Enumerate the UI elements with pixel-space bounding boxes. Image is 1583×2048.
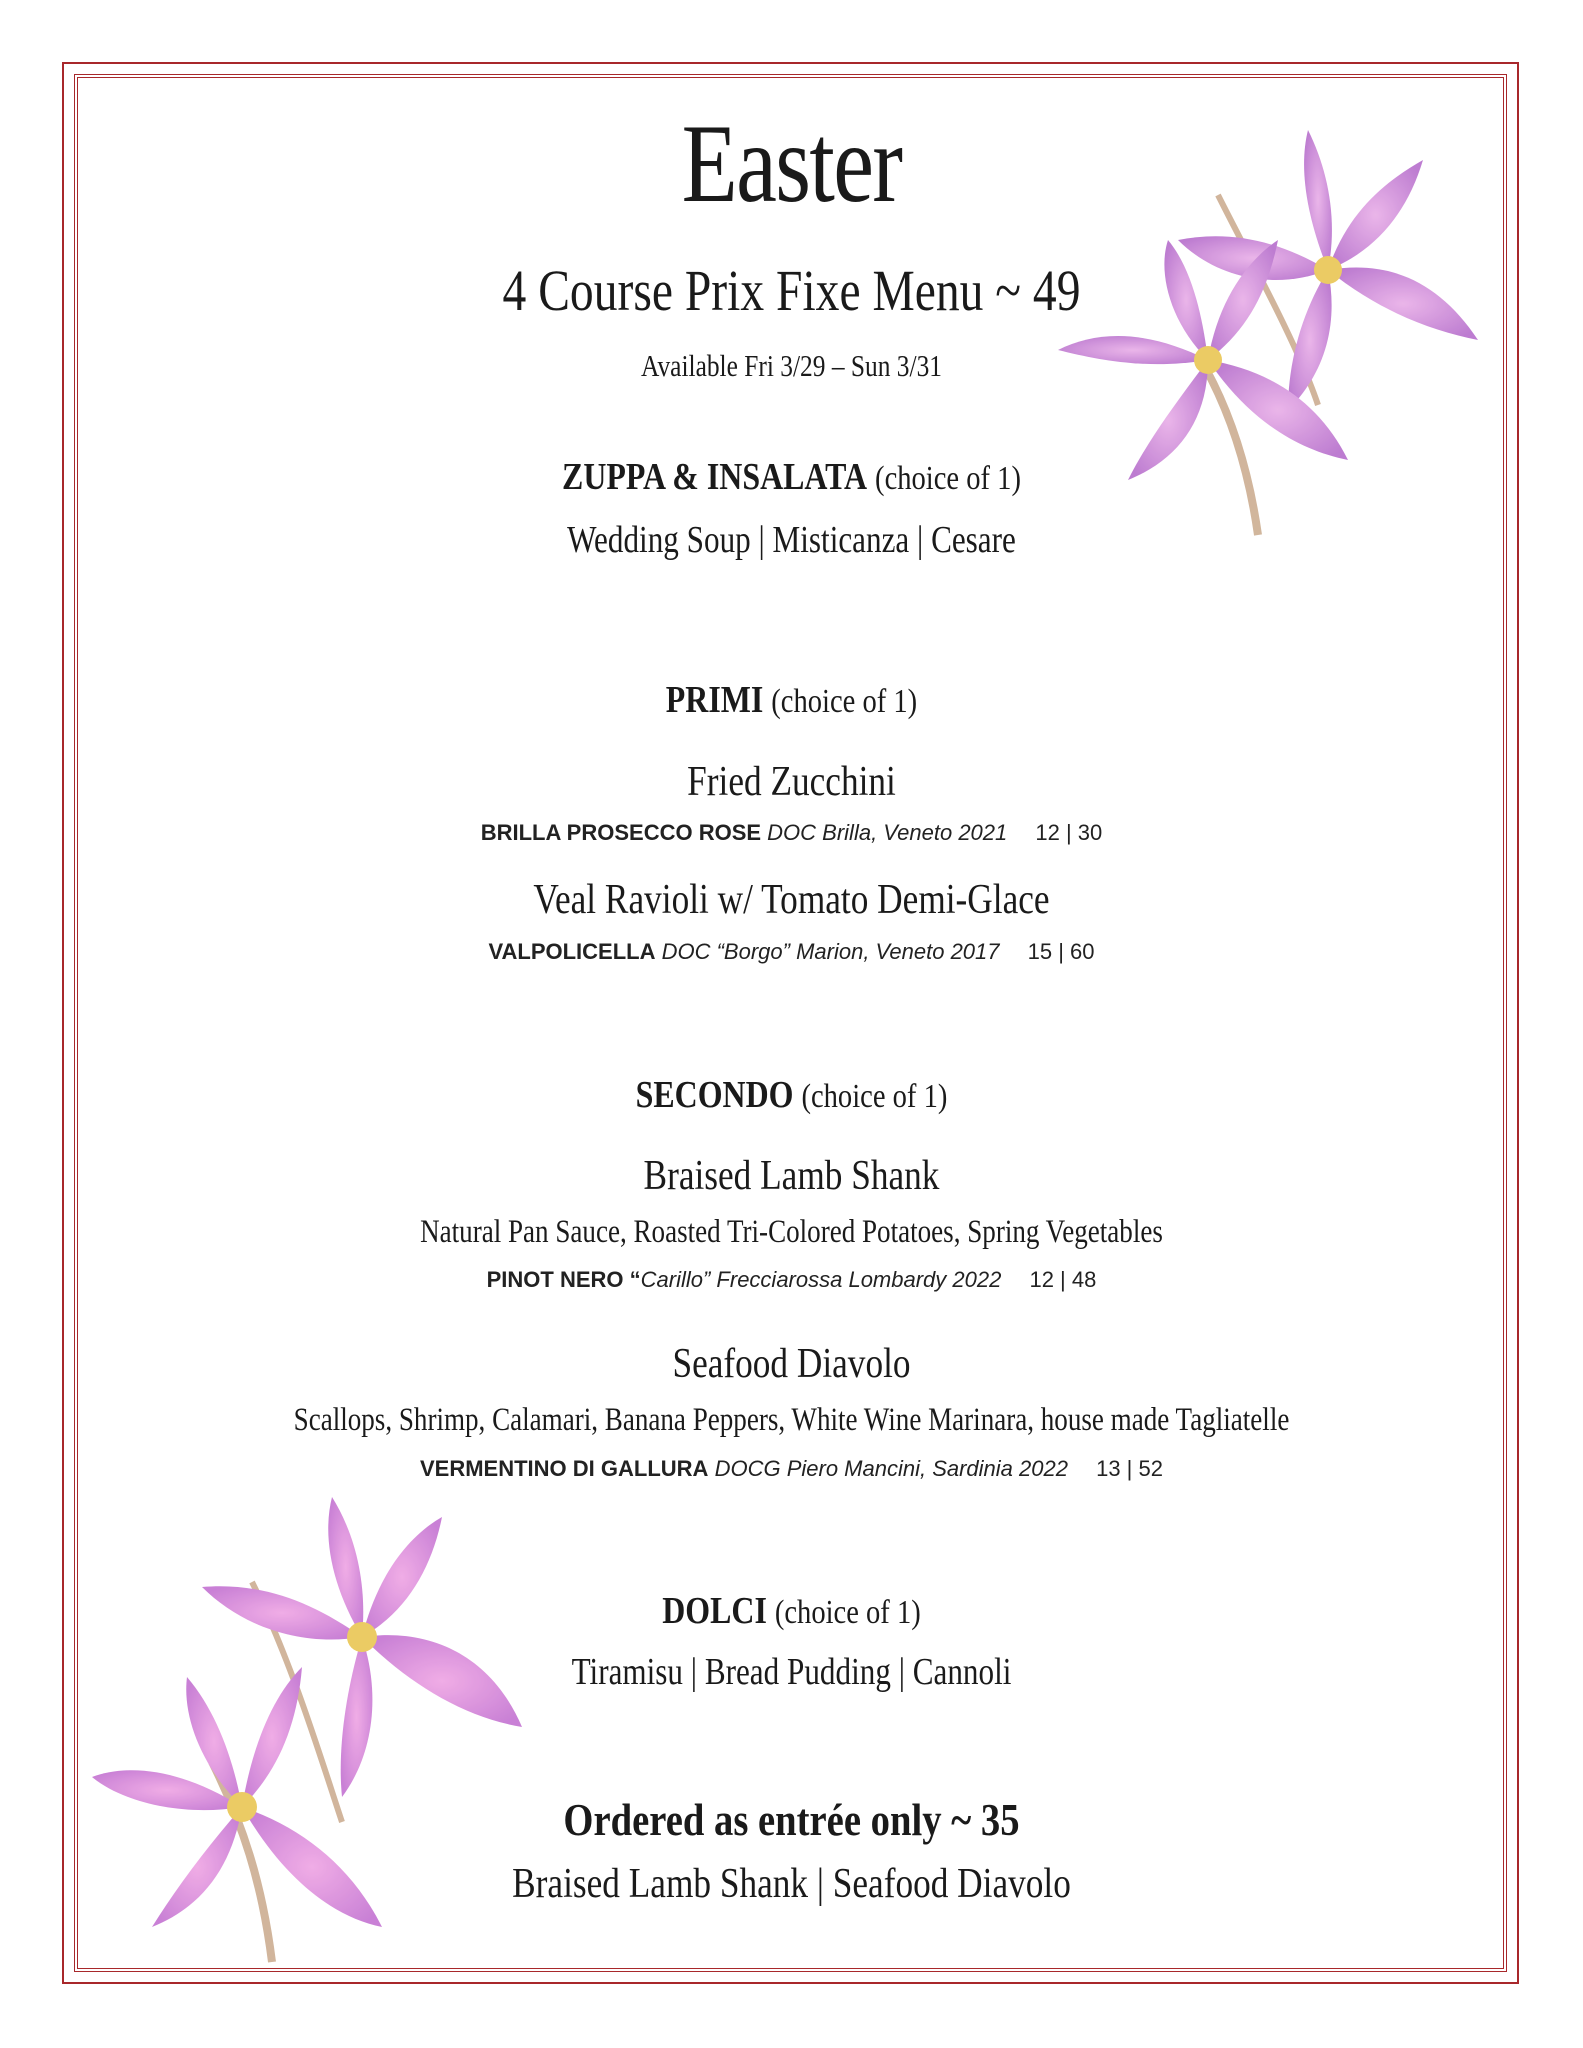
- section-title: PRIMI: [665, 679, 764, 721]
- dish-name: Veal Ravioli w/ Tomato Demi-Glace: [533, 877, 1050, 923]
- wine-name: PINOT NERO “: [486, 1267, 641, 1292]
- wine-info: Carillo” Frecciarossa Lombardy 2022: [640, 1267, 1002, 1292]
- wine-price: 13 | 52: [1096, 1456, 1163, 1481]
- menu-title: Easter: [681, 102, 902, 226]
- dish-name: Braised Lamb Shank: [643, 1153, 940, 1199]
- section-heading-primi: [127, 678, 1457, 722]
- entree-only-heading: Ordered as entrée only ~ 35: [563, 1794, 1020, 1845]
- wine-info: DOC Brilla, Veneto 2021: [767, 820, 1008, 845]
- dish-description: Scallops, Shrimp, Calamari, Banana Peppers, White Wine Marinara, house made Tagliatelle: [293, 1402, 1290, 1438]
- availability-dates: Available Fri 3/29 – Sun 3/31: [640, 348, 943, 383]
- section-title: ZUPPA & INSALATA: [562, 456, 868, 498]
- wine-pairing: [0, 1267, 1583, 1293]
- wine-info: DOC “Borgo” Marion, Veneto 2017: [661, 939, 1000, 964]
- section-heading-zuppa: [127, 455, 1457, 499]
- wine-pairing: [0, 820, 1583, 846]
- dish-name: Fried Zucchini: [687, 759, 896, 805]
- wine-name: VALPOLICELLA: [488, 939, 656, 964]
- wine-name: VERMENTINO DI GALLURA: [420, 1456, 709, 1481]
- menu-subtitle: 4 Course Prix Fixe Menu ~ 49: [502, 258, 1081, 323]
- dish-name: Seafood Diavolo: [672, 1341, 911, 1387]
- entree-only-items: Braised Lamb Shank | Seafood Diavolo: [512, 1861, 1071, 1907]
- section-choice: (choice of 1): [771, 683, 918, 720]
- wine-pairing: [0, 1456, 1583, 1482]
- section-heading-dolci: [127, 1589, 1457, 1633]
- section-choice: (choice of 1): [875, 460, 1021, 497]
- section-choice: (choice of 1): [774, 1594, 921, 1631]
- section-title: DOLCI: [662, 1590, 767, 1632]
- wine-price: 15 | 60: [1027, 939, 1095, 964]
- wine-price: 12 | 48: [1029, 1267, 1097, 1292]
- dish-description: Natural Pan Sauce, Roasted Tri-Colored Potatoes, Spring Vegetables: [420, 1214, 1163, 1250]
- wine-name: BRILLA PROSECCO ROSE: [480, 820, 762, 845]
- section-heading-secondo: [127, 1073, 1457, 1117]
- wine-price: 12 | 30: [1035, 820, 1103, 845]
- section-title: SECONDO: [635, 1074, 794, 1116]
- wine-pairing: [0, 939, 1583, 965]
- wine-info: DOCG Piero Mancini, Sardinia 2022: [714, 1456, 1068, 1481]
- dolci-items: Tiramisu | Bread Pudding | Cannoli: [571, 1651, 1012, 1693]
- zuppa-items: Wedding Soup | Misticanza | Cesare: [567, 519, 1016, 561]
- section-choice: (choice of 1): [801, 1078, 948, 1115]
